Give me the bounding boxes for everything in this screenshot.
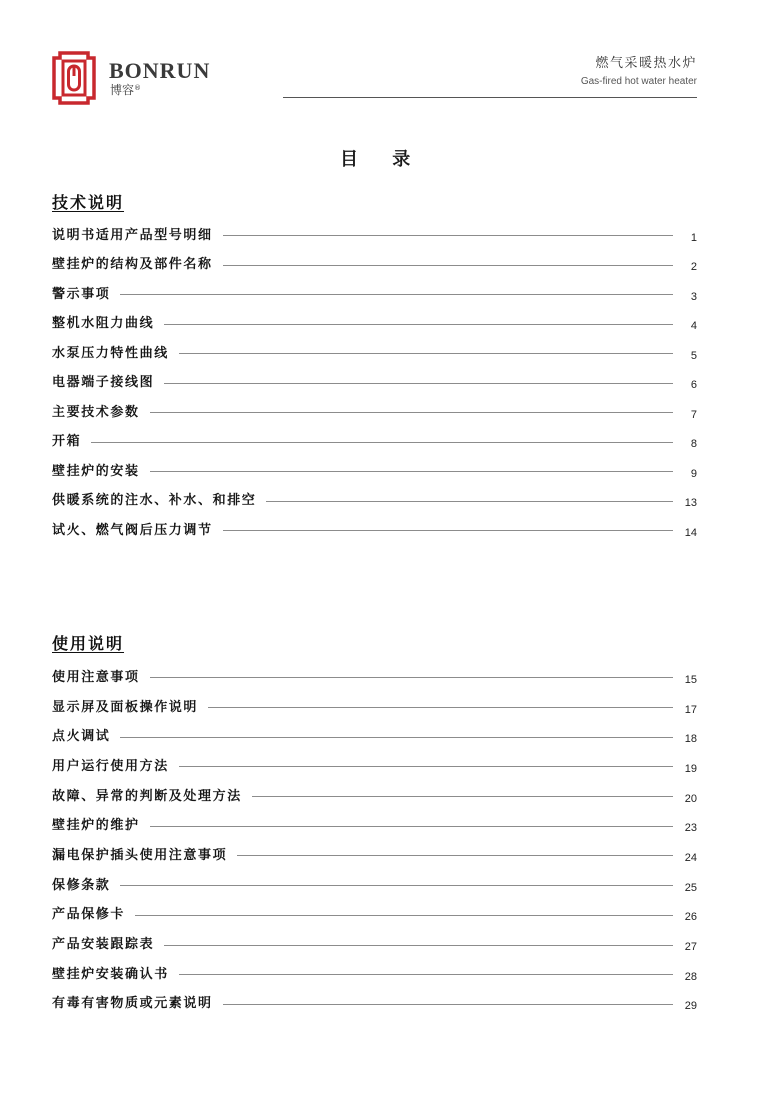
toc-entry-title: 用户运行使用方法	[52, 758, 169, 774]
brand-name-chinese	[110, 83, 141, 97]
toc-entry-title: 使用注意事项	[52, 669, 140, 685]
toc-page-number: 4	[690, 320, 697, 333]
toc-entry-title: 壁挂炉的安装	[52, 463, 140, 479]
toc-entry	[52, 251, 697, 281]
page-title: 目 录	[340, 149, 425, 170]
toc-page-number: 8	[690, 438, 697, 451]
toc-page-number: 5	[690, 349, 697, 362]
toc-entry-title: 整机水阻力曲线	[52, 316, 155, 332]
toc-page-number: 17	[684, 703, 697, 716]
toc-entry-title: 壁挂炉安装确认书	[52, 966, 169, 982]
toc-page-number: 29	[684, 1000, 697, 1013]
toc-list-usage	[52, 663, 697, 1019]
leader-line	[179, 766, 673, 767]
toc-page-number: 25	[684, 881, 697, 894]
toc-entry-title: 供暖系统的注水、补水、和排空	[52, 493, 257, 509]
leader-line	[120, 294, 673, 295]
toc-page-number: 3	[690, 290, 697, 303]
leader-line	[223, 530, 673, 531]
toc-entry	[52, 693, 697, 723]
toc-entry	[52, 221, 697, 251]
toc-entry	[52, 369, 697, 399]
toc-entry-title: 主要技术参数	[52, 404, 140, 420]
toc-entry	[52, 871, 697, 901]
leader-line	[164, 383, 673, 384]
leader-line	[223, 235, 673, 236]
registered-mark: ®	[134, 84, 142, 92]
toc-entry-title: 壁挂炉的维护	[52, 818, 140, 834]
section-heading-usage: 使用说明	[52, 634, 125, 653]
brand-name: BONRUN	[109, 58, 211, 83]
leader-line	[120, 737, 673, 738]
leader-line	[91, 442, 673, 443]
bonrun-logo-icon	[52, 51, 96, 105]
toc-entry-title: 说明书适用产品型号明细	[52, 227, 213, 243]
toc-entry	[52, 722, 697, 752]
leader-line	[164, 324, 673, 325]
toc-entry-title: 产品保修卡	[52, 907, 126, 923]
leader-line	[223, 1004, 673, 1005]
toc-page-number: 7	[690, 408, 697, 421]
toc-entry	[52, 487, 697, 517]
toc-entry-title: 产品安装跟踪表	[52, 937, 155, 953]
toc-page-number: 28	[684, 970, 697, 983]
toc-entry-title: 警示事项	[52, 286, 111, 302]
toc-page-number: 18	[684, 733, 697, 746]
toc-entry-title: 试火、燃气阀后压力调节	[52, 522, 213, 538]
toc-page-number: 14	[684, 526, 697, 539]
toc-entry	[52, 428, 697, 458]
leader-line	[135, 915, 673, 916]
toc-entry-title: 显示屏及面板操作说明	[52, 699, 199, 715]
leader-line	[179, 974, 673, 975]
toc-page-number: 13	[684, 497, 697, 510]
toc-entry	[52, 901, 697, 931]
leader-line	[237, 855, 673, 856]
toc-entry	[52, 752, 697, 782]
toc-entry	[52, 280, 697, 310]
toc-page-number: 6	[690, 379, 697, 392]
toc-entry	[52, 930, 697, 960]
toc-entry-title: 保修条款	[52, 877, 111, 893]
toc-entry	[52, 990, 697, 1020]
toc-entry	[52, 457, 697, 487]
leader-line	[266, 501, 673, 502]
toc-list-technical	[52, 221, 697, 546]
product-name-english: Gas-fired hot water heater	[580, 76, 697, 87]
toc-page-number: 1	[690, 231, 697, 244]
leader-line	[164, 945, 673, 946]
toc-entry	[52, 841, 697, 871]
toc-entry-title: 壁挂炉的结构及部件名称	[52, 257, 213, 273]
toc-page-number: 24	[684, 851, 697, 864]
section-heading-technical: 技术说明	[52, 193, 125, 212]
toc-entry-title: 故障、异常的判断及处理方法	[52, 788, 242, 804]
toc-entry-title: 点火调试	[52, 729, 111, 745]
toc-entry	[52, 663, 697, 693]
toc-page-number: 27	[684, 941, 697, 954]
toc-page-number: 2	[690, 261, 697, 274]
product-name-chinese: 燃气采暖热水炉	[595, 56, 697, 71]
toc-page-number: 9	[690, 467, 697, 480]
header-divider	[283, 97, 697, 98]
leader-line	[150, 677, 673, 678]
toc-entry	[52, 516, 697, 546]
toc-entry	[52, 782, 697, 812]
leader-line	[150, 412, 673, 413]
toc-entry-title: 有毒有害物质或元素说明	[52, 996, 213, 1012]
toc-page-number: 26	[684, 911, 697, 924]
toc-entry	[52, 339, 697, 369]
toc-entry-title: 电器端子接线图	[52, 375, 155, 391]
toc-page-number: 20	[684, 792, 697, 805]
toc-entry-title: 水泵压力特性曲线	[52, 345, 169, 361]
toc-entry	[52, 960, 697, 990]
toc-entry-title: 漏电保护插头使用注意事项	[52, 847, 228, 863]
leader-line	[179, 353, 673, 354]
toc-entry	[52, 398, 697, 428]
leader-line	[120, 885, 673, 886]
toc-entry-title: 开箱	[52, 434, 82, 450]
toc-page-number: 19	[684, 762, 697, 775]
leader-line	[150, 826, 673, 827]
leader-line	[252, 796, 673, 797]
toc-page-number: 23	[684, 822, 697, 835]
leader-line	[223, 265, 673, 266]
toc-entry	[52, 811, 697, 841]
toc-page-number: 15	[684, 673, 697, 686]
brand-cn-text: 博容	[110, 83, 135, 97]
leader-line	[150, 471, 673, 472]
toc-entry	[52, 310, 697, 340]
leader-line	[208, 707, 673, 708]
